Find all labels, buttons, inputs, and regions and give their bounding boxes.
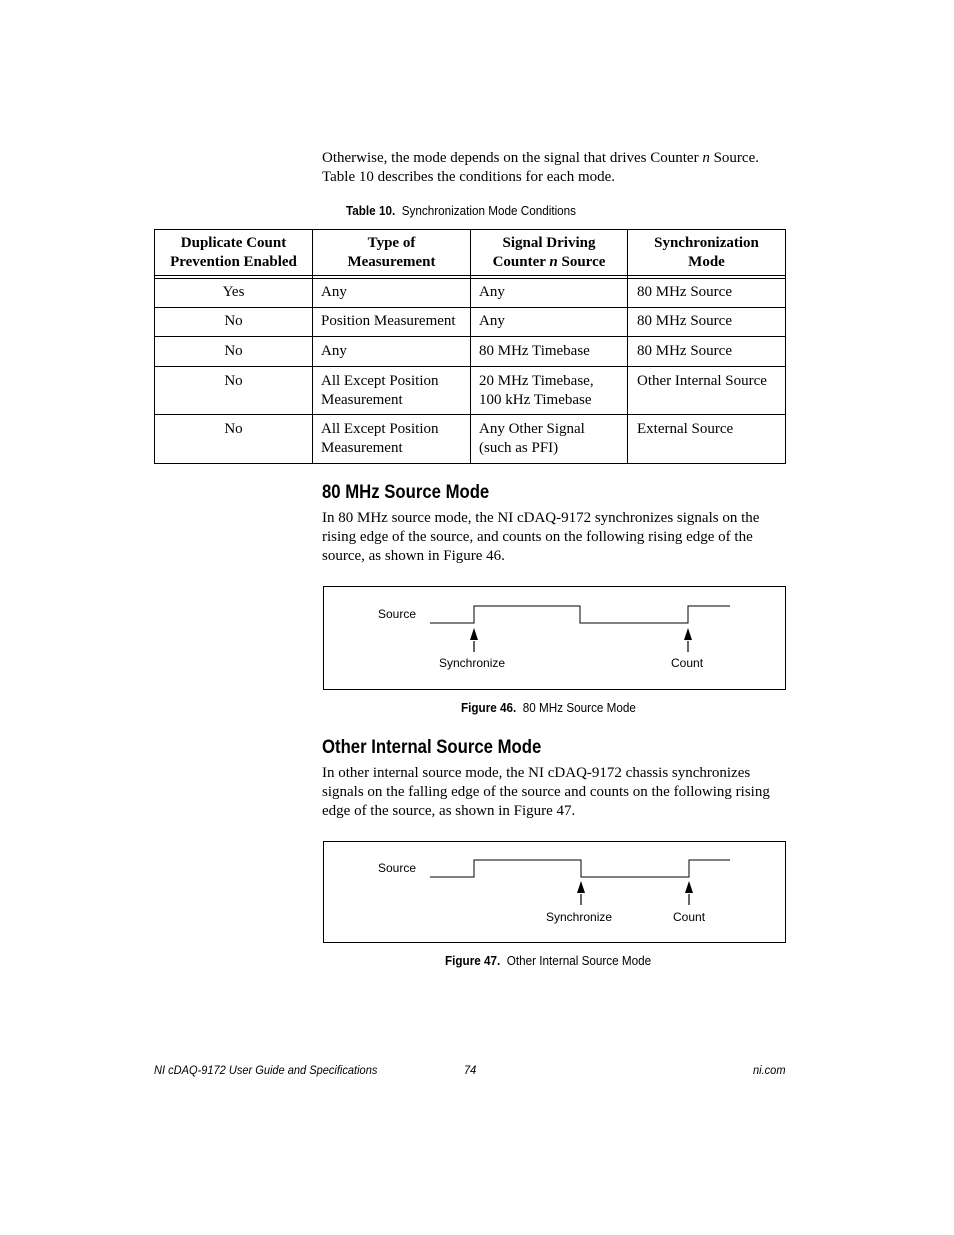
footer-website: ni.com: [753, 1063, 786, 1077]
row4-mode: Other Internal Source: [637, 373, 767, 389]
fig46-count-label: Count: [671, 656, 704, 670]
footer-page-number: 74: [464, 1063, 477, 1077]
sync-mode-table: [154, 229, 786, 464]
figure-46-diagram: [323, 586, 786, 690]
row2-signal: Any: [479, 313, 505, 329]
row3-measurement: Any: [321, 343, 347, 359]
figure-47-caption: Figure 47. Other Internal Source Mode: [445, 953, 652, 968]
header-signal-driving: Signal Driving Counter n Source: [492, 235, 606, 270]
fig47-synchronize-label: Synchronize: [546, 910, 613, 924]
header-duplicate-count: Duplicate Count Prevention Enabled: [170, 235, 297, 270]
intro-line-1: Otherwise, the mode depends on the signal that drives Counter n Source.: [322, 150, 759, 166]
figure-46-waveform: [324, 587, 787, 691]
fig47-count-label: Count: [673, 910, 706, 924]
footer-document-title: NI cDAQ-9172 User Guide and Specifications: [154, 1063, 378, 1077]
row5-dup: No: [224, 421, 243, 437]
fig46-source-label: Source: [378, 607, 417, 621]
row3-mode: 80 MHz Source: [637, 343, 732, 359]
row5-signal: Any Other Signal (such as PFI): [479, 421, 585, 456]
table-caption: Table 10. Synchronization Mode Conditions: [346, 203, 577, 218]
header-type-of-measurement: Type of Measurement: [347, 235, 436, 270]
fig46-synchronize-label: Synchronize: [439, 656, 506, 670]
row2-dup: No: [224, 313, 243, 329]
intro-paragraph: [322, 149, 787, 187]
figure-46-caption: Figure 46. 80 MHz Source Mode: [461, 700, 636, 715]
row1-dup: Yes: [222, 284, 245, 300]
fig47-source-label: Source: [378, 861, 417, 875]
row5-mode: External Source: [637, 421, 734, 437]
row2-measurement: Position Measurement: [321, 313, 456, 329]
section-heading-80mhz: 80 MHz Source Mode: [322, 482, 490, 503]
row4-signal: 20 MHz Timebase, 100 kHz Timebase: [479, 373, 594, 408]
header-synchronization-mode: Synchronization Mode: [654, 235, 759, 270]
section2-paragraph: In other internal source mode, the NI cDAQ-9172 chassis synchronizes signals on the falling edge of the source and counts on the following rising edge of the source, as shown in Figure 47.: [322, 765, 770, 819]
row1-mode: 80 MHz Source: [637, 284, 732, 300]
figure-47-diagram: [323, 841, 786, 943]
row5-measurement: All Except Position Measurement: [321, 421, 439, 456]
section1-paragraph: In 80 MHz source mode, the NI cDAQ-9172 synchronizes signals on the rising edge of the source, and counts on the following rising edge of the source, as shown in Figure 46.: [322, 510, 760, 564]
row2-mode: 80 MHz Source: [637, 313, 732, 329]
intro-line-2: Table 10 describes the conditions for each mode.: [322, 169, 616, 185]
section-heading-other-internal: Other Internal Source Mode: [322, 737, 542, 758]
row1-signal: Any: [479, 284, 505, 300]
row1-measurement: Any: [321, 284, 347, 300]
row3-dup: No: [224, 343, 243, 359]
figure-47-waveform: [324, 842, 787, 944]
row4-measurement: All Except Position Measurement: [321, 373, 439, 408]
row3-signal: 80 MHz Timebase: [479, 343, 590, 359]
row4-dup: No: [224, 373, 243, 389]
